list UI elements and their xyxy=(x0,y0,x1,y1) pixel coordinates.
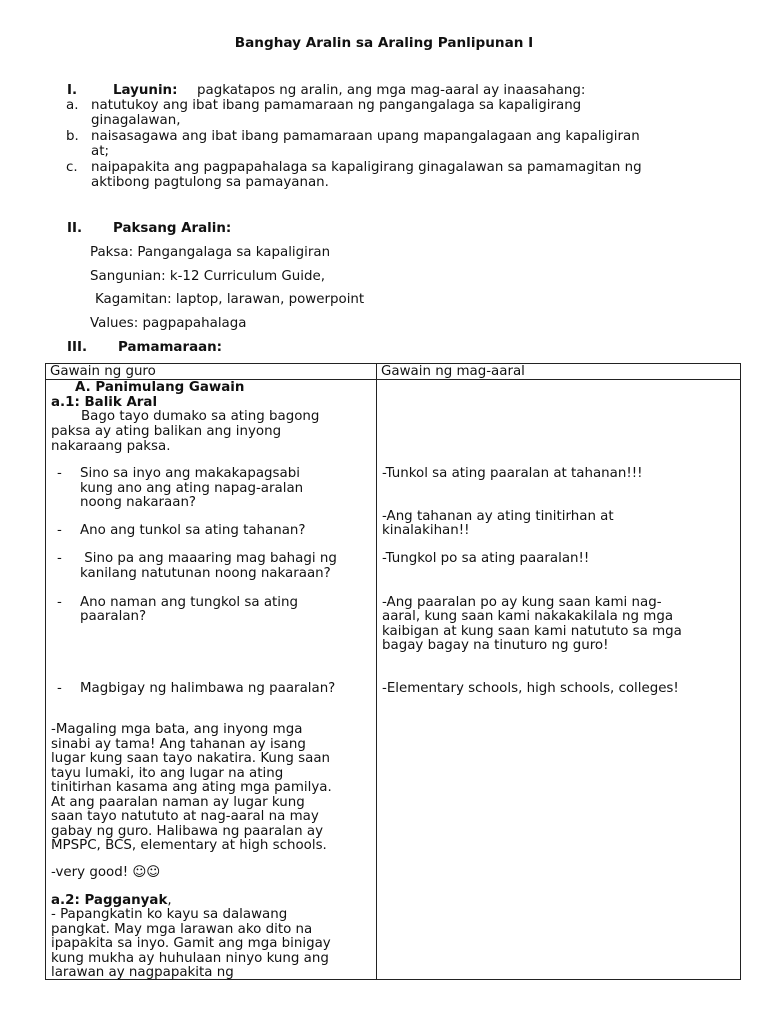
objective-b-line1: naisasagawa ang ibat ibang pamamaraan upang mapangalagaan ang kapaligiran xyxy=(91,129,640,144)
question-3-line1: Sino pa ang maaaring mag bahagi ng xyxy=(80,551,337,566)
praise-line6: At ang paaralan naman ay lugar kung xyxy=(51,795,305,810)
a2-line1: - Papangkatin ko kayu sa dalawang xyxy=(51,907,288,922)
a2-line5: larawan ay nagpapakita ng xyxy=(51,965,234,980)
praise-line5: tinitirhan kasama ang ating mga pamilya. xyxy=(51,780,332,795)
praise-line4: tayu lumaki, ito ang lugar na ating xyxy=(51,766,284,781)
objectives-intro: pagkatapos ng aralin, ang mga mag-aaral ay inaasahang: xyxy=(197,83,586,98)
document-title: Banghay Aralin sa Araling Panlipunan I xyxy=(234,35,534,51)
objectives-number: I. xyxy=(67,83,78,98)
a1-intro-line3: nakaraang paksa. xyxy=(51,439,171,454)
objective-c-line2: aktibong pagtulong sa pamayanan. xyxy=(91,175,329,190)
question-1-line3: noong nakaraan? xyxy=(80,495,197,510)
praise-line9: MPSPC, BCS, elementary at high schools. xyxy=(51,838,327,853)
question-1-bullet: - xyxy=(57,466,62,481)
student-column-header: Gawain ng mag-aaral xyxy=(377,364,741,380)
a1-heading: a.1: Balik Aral xyxy=(51,395,158,410)
question-4-line2: paaralan? xyxy=(80,609,147,624)
question-4-line1: Ano naman ang tungkol sa ating xyxy=(80,595,299,610)
objective-a-line2: ginagalawan, xyxy=(91,113,181,128)
answer-4-line2: aaral, kung saan kami nakakakilala ng mga xyxy=(382,609,674,624)
praise-line3: lugar kung saan tayo nakatira. Kung saan xyxy=(51,751,331,766)
praise-line2: sinabi ay tama! Ang tahanan ay isang xyxy=(51,737,306,752)
teacher-activity-cell xyxy=(46,380,377,980)
objective-c-line1: naipapakita ang pagpapahalaga sa kapaligirang ginagalawan sa pamamagitan ng xyxy=(91,160,642,175)
kagamitan-text: Kagamitan: laptop, larawan, powerpoint xyxy=(95,292,365,307)
subject-matter-number: II. xyxy=(67,221,83,236)
answer-1-line1: -Tunkol sa ating paaralan at tahanan!!! xyxy=(382,466,643,481)
objective-b-letter: b. xyxy=(66,129,79,144)
a2-heading-comma: , xyxy=(167,893,172,908)
answer-2-line2: kinalakihan!! xyxy=(382,523,470,538)
procedure-label: Pamamaraan: xyxy=(118,340,223,355)
objective-a-letter: a. xyxy=(66,98,79,113)
question-2-bullet: - xyxy=(57,523,62,538)
student-activity-cell xyxy=(377,380,741,980)
question-1-line2: kung ano ang ating napag-aralan xyxy=(80,481,304,496)
a2-line2: pangkat. May mga larawan ako dito na xyxy=(51,922,313,937)
praise-line1: -Magaling mga bata, ang inyong mga xyxy=(51,722,303,737)
sanggunian-text: Sangunian: k-12 Curriculum Guide, xyxy=(90,269,325,284)
subject-matter-label: Paksang Aralin: xyxy=(113,221,232,236)
answer-3-line1: -Tungkol po sa ating paaralan!! xyxy=(382,551,590,566)
question-5-line1: Magbigay ng halimbawa ng paaralan? xyxy=(80,681,336,696)
section-a-heading: A. Panimulang Gawain xyxy=(75,380,245,395)
answer-2-line1: -Ang tahanan ay ating tinitirhan at xyxy=(382,509,614,524)
a2-heading: a.2: Pagganyak xyxy=(51,893,168,908)
question-4-bullet: - xyxy=(57,595,62,610)
praise-line7: saan tayo natututo at nag-aaral na may xyxy=(51,809,319,824)
objective-b-line2: at; xyxy=(91,144,109,159)
answer-4-line1: -Ang paaralan po ay kung saan kami nag- xyxy=(382,595,662,610)
procedure-table xyxy=(45,363,741,980)
very-good-text: -very good! ☺☺ xyxy=(51,865,161,880)
procedure-number: III. xyxy=(67,340,88,355)
praise-line8: gabay ng guro. Halibawa ng paaralan ay xyxy=(51,824,324,839)
answer-4-line3: kaibigan at kung saan kami natututo sa mga xyxy=(382,624,682,639)
objective-a-line1: natutukoy ang ibat ibang pamamaraan ng pangangalaga sa kapaligirang xyxy=(91,98,582,113)
a1-intro-line1: Bago tayo dumako sa ating bagong xyxy=(81,409,320,424)
question-3-bullet: - xyxy=(57,551,62,566)
a2-line3: ipapakita sa inyo. Gamit ang mga binigay xyxy=(51,936,331,951)
answer-5-line1: -Elementary schools, high schools, colleges! xyxy=(382,681,679,696)
teacher-column-header: Gawain ng guro xyxy=(46,364,377,380)
objective-c-letter: c. xyxy=(66,160,78,175)
question-5-bullet: - xyxy=(57,681,62,696)
answer-4-line4: bagay bagay na tinuturo ng guro! xyxy=(382,638,609,653)
question-2-line1: Ano ang tunkol sa ating tahanan? xyxy=(80,523,306,538)
objectives-label: Layunin: xyxy=(113,83,178,98)
a2-line4: kung mukha ay huhulaan ninyo kung ang xyxy=(51,951,329,966)
paksa-text: Paksa: Pangangalaga sa kapaligiran xyxy=(90,245,331,260)
a1-intro-line2: paksa ay ating balikan ang inyong xyxy=(51,424,282,439)
question-1-line1: Sino sa inyo ang makakapagsabi xyxy=(80,466,300,481)
values-text: Values: pagpapahalaga xyxy=(90,316,247,331)
question-3-line2: kanilang natutunan noong nakaraan? xyxy=(80,566,331,581)
